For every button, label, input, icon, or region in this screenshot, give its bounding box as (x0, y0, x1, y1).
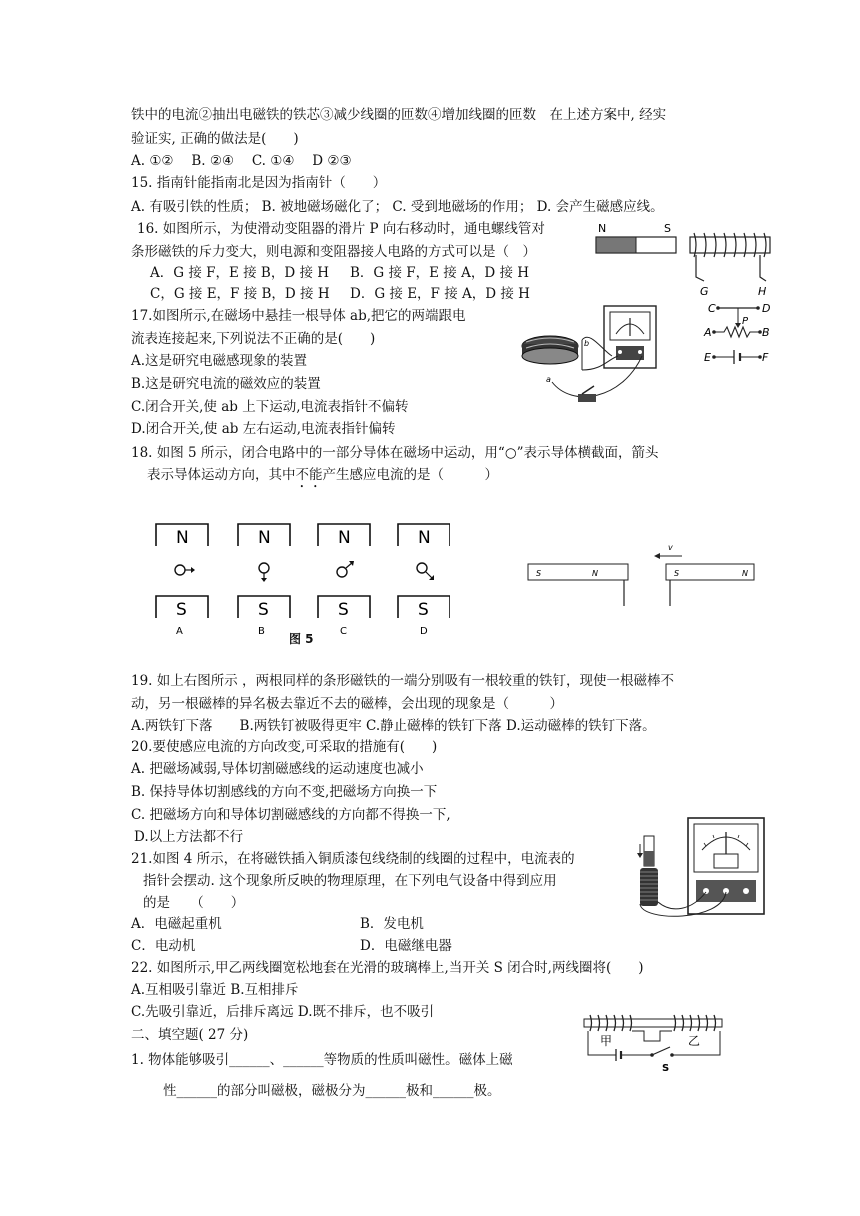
q18-emphasis-not: 不能 (295, 467, 323, 483)
pole-b-bottom: S (258, 600, 269, 620)
q18-line2 (147, 466, 498, 491)
q17-option-c: C.闭合开关,使 ab 上下运动,电流表指针不偏转 (131, 399, 409, 415)
pole-pair-d (398, 524, 450, 637)
q21-option-b: B．发电机 (360, 916, 424, 932)
q15-stem: 15. 指南针能指南北是因为指南针（ ） (131, 175, 387, 191)
u-magnet (522, 336, 578, 364)
bar-magnet-vertical (637, 836, 654, 866)
pole-d-top: N (418, 528, 431, 548)
q20-option-b: B. 保持导体切割感线的方向不变,把磁场方向换一下 (131, 784, 438, 800)
pole-c-top: N (338, 528, 351, 548)
terminal-d-label: D (762, 302, 771, 315)
terminal-f-label: F (762, 351, 769, 364)
terminal-a-label: A (704, 326, 712, 339)
q21-figure (632, 810, 772, 922)
static-bar-magnet (528, 564, 628, 606)
q21-option-d: D．电磁继电器 (360, 938, 452, 954)
q21-option-c: C．电动机 (131, 938, 196, 954)
q16-option-d: D．G 接 E，F 接 A，D 接 H (350, 286, 530, 302)
q22-figure (580, 1005, 730, 1077)
q21-line3: 的是 （ ） (143, 895, 245, 911)
q19-figure (520, 540, 770, 616)
coil-yi-label: 乙 (688, 1034, 701, 1048)
q17-option-d: D.闭合开关,使 ab 左右运动,电流表指针偏转 (131, 421, 396, 437)
pole-pair-b (238, 524, 290, 637)
q21-option-a: A．电磁起重机 (131, 916, 222, 932)
magnet-n-label: N (598, 222, 607, 235)
coil-jia-label: 甲 (600, 1034, 613, 1048)
static-magnet-n: N (592, 569, 598, 578)
fill-q1-line1: 1. 物体能够吸引______、______等物质的性质叫磁性。磁体上磁 (131, 1052, 513, 1068)
bar-magnet (596, 222, 676, 253)
q22-line2: A.互相吸引靠近 B.互相排斥 (131, 982, 299, 998)
pole-c-letter: C (340, 626, 347, 637)
q14-line2: 验证实, 正确的做法是( ) (131, 131, 299, 147)
moving-magnet-s: S (674, 569, 680, 578)
magnet-s-label: S (664, 222, 671, 235)
slider-p-label: P (742, 316, 749, 327)
moving-bar-magnet (654, 543, 754, 606)
pole-b-top: N (258, 528, 271, 548)
terminal-b-label: B (762, 326, 770, 339)
solenoid (690, 233, 770, 281)
terminal-c-label: C (708, 302, 716, 315)
q18-line1: 18. 如图 5 所示，闭合电路中的一部分导体在磁场中运动，用“○”表示导体横截面，箭头 (131, 445, 659, 461)
q16-option-c: C，G 接 E，F 接 B，D 接 H (150, 286, 330, 302)
q15-options: A. 有吸引铁的性质； B. 被地磁场磁化了； C. 受到地磁场的作用； D. 会产生磁感应线。 (131, 199, 664, 215)
q20-stem: 20.要使感应电流的方向改变,可采取的措施有( ) (131, 739, 438, 755)
figure-5-caption: 图 5 (289, 632, 314, 646)
pole-d-letter: D (420, 626, 428, 637)
q21-line1: 21.如图 4 所示，在将磁铁插入铜质漆包线绕制的线圈的过程中，电流表的 (131, 851, 575, 867)
q16-option-a: A．G 接 F，E 接 B，D 接 H (150, 265, 330, 281)
conductor-b-label: b (584, 339, 590, 348)
terminal-h-label: H (758, 285, 767, 298)
q16-line2: 条形磁铁的斥力变大，则电源和变阻器接人电路的方式可以是（ ） (131, 244, 536, 260)
terminal-g-label: G (700, 285, 709, 298)
q14-options: A. ①② B. ②④ C. ①④ D ②③ (131, 153, 352, 169)
q22-line3: C.先吸引靠近，后排斥离远 D.既不排斥，也不吸引 (131, 1004, 435, 1020)
q18-figure (150, 518, 450, 644)
moving-magnet-n: N (742, 569, 748, 578)
glass-rod (584, 1019, 722, 1027)
q18-line2-post: 产生感应电流的是（ ） (322, 467, 498, 483)
switch-s (650, 1047, 674, 1057)
q19-line2: 动，另一根磁棒的异名极去靠近不去的磁棒，会出现的现象是（ ） (131, 696, 563, 712)
q17-option-a: A.这是研究电磁感现象的装置 (131, 353, 308, 369)
pole-pair-c (318, 524, 370, 637)
switch-s-label: S (662, 1063, 670, 1074)
q22-line1: 22. 如图所示,甲乙两线圈宽松地套在光滑的玻璃棒上,当开关 S 闭合时,两线圈将( ) (131, 960, 644, 976)
q17-line1: 17.如图所示,在磁场中悬挂一根导体 ab,把它的两端跟电 (131, 308, 466, 324)
pole-a-bottom: S (176, 600, 187, 620)
q20-option-a: A. 把磁场减弱,导体切割磁感线的运动速度也减小 (131, 761, 424, 777)
q20-option-c: C. 把磁场方向和导体切割磁感线的方向都不得换一下, (131, 807, 451, 823)
static-magnet-s: S (536, 569, 542, 578)
pole-b-letter: B (258, 626, 265, 637)
q14-line1: 铁中的电流②抽出电磁铁的铁芯③减少线圈的匝数④增加线圈的匝数 在上述方案中, 经实 (131, 107, 667, 123)
q16-line1: 16. 如图所示，为使滑动变阻器的滑片 P 向右移动时，通电螺线管对 (137, 221, 545, 237)
conductor-a-label: a (546, 375, 551, 384)
pole-a-letter: A (176, 626, 183, 637)
q17-figure (512, 300, 672, 412)
pole-pair-a (156, 524, 208, 637)
velocity-v-label: v (668, 543, 673, 552)
pole-d-bottom: S (418, 600, 429, 620)
switch (578, 386, 596, 402)
q18-line2-pre: 表示导体运动方向，其中 (147, 467, 296, 483)
fill-q1-line2: 性______的部分叫磁极，磁极分为______极和______极。 (163, 1083, 501, 1099)
q16-option-b: B．G 接 F，E 接 A，D 接 H (350, 265, 530, 281)
terminal-e-label: E (704, 351, 711, 364)
q20-option-d: D.以上方法都不行 (134, 829, 244, 845)
q17-line2: 流表连接起来,下列说法不正确的是( ) (131, 331, 376, 347)
coil (640, 868, 658, 906)
q17-option-b: B.这是研究电流的磁效应的装置 (131, 376, 321, 392)
pole-c-bottom: S (338, 600, 349, 620)
section2-title: 二、填空题( 27 分) (131, 1027, 249, 1043)
pole-a-top: N (176, 528, 189, 548)
q21-line2: 指针会摆动. 这个现象所反映的物理原理，在下列电气设备中得到应用 (143, 873, 557, 889)
q19-line1: 19. 如上右图所示 ，两根同样的条形磁铁的一端分别吸有一根较重的铁钉，现使一根磁棒不 (131, 673, 675, 689)
q19-options: A.两铁钉下落 B.两铁钉被吸得更牢 C.静止磁棒的铁钉下落 D.运动磁棒的铁钉下落。 (131, 718, 656, 734)
